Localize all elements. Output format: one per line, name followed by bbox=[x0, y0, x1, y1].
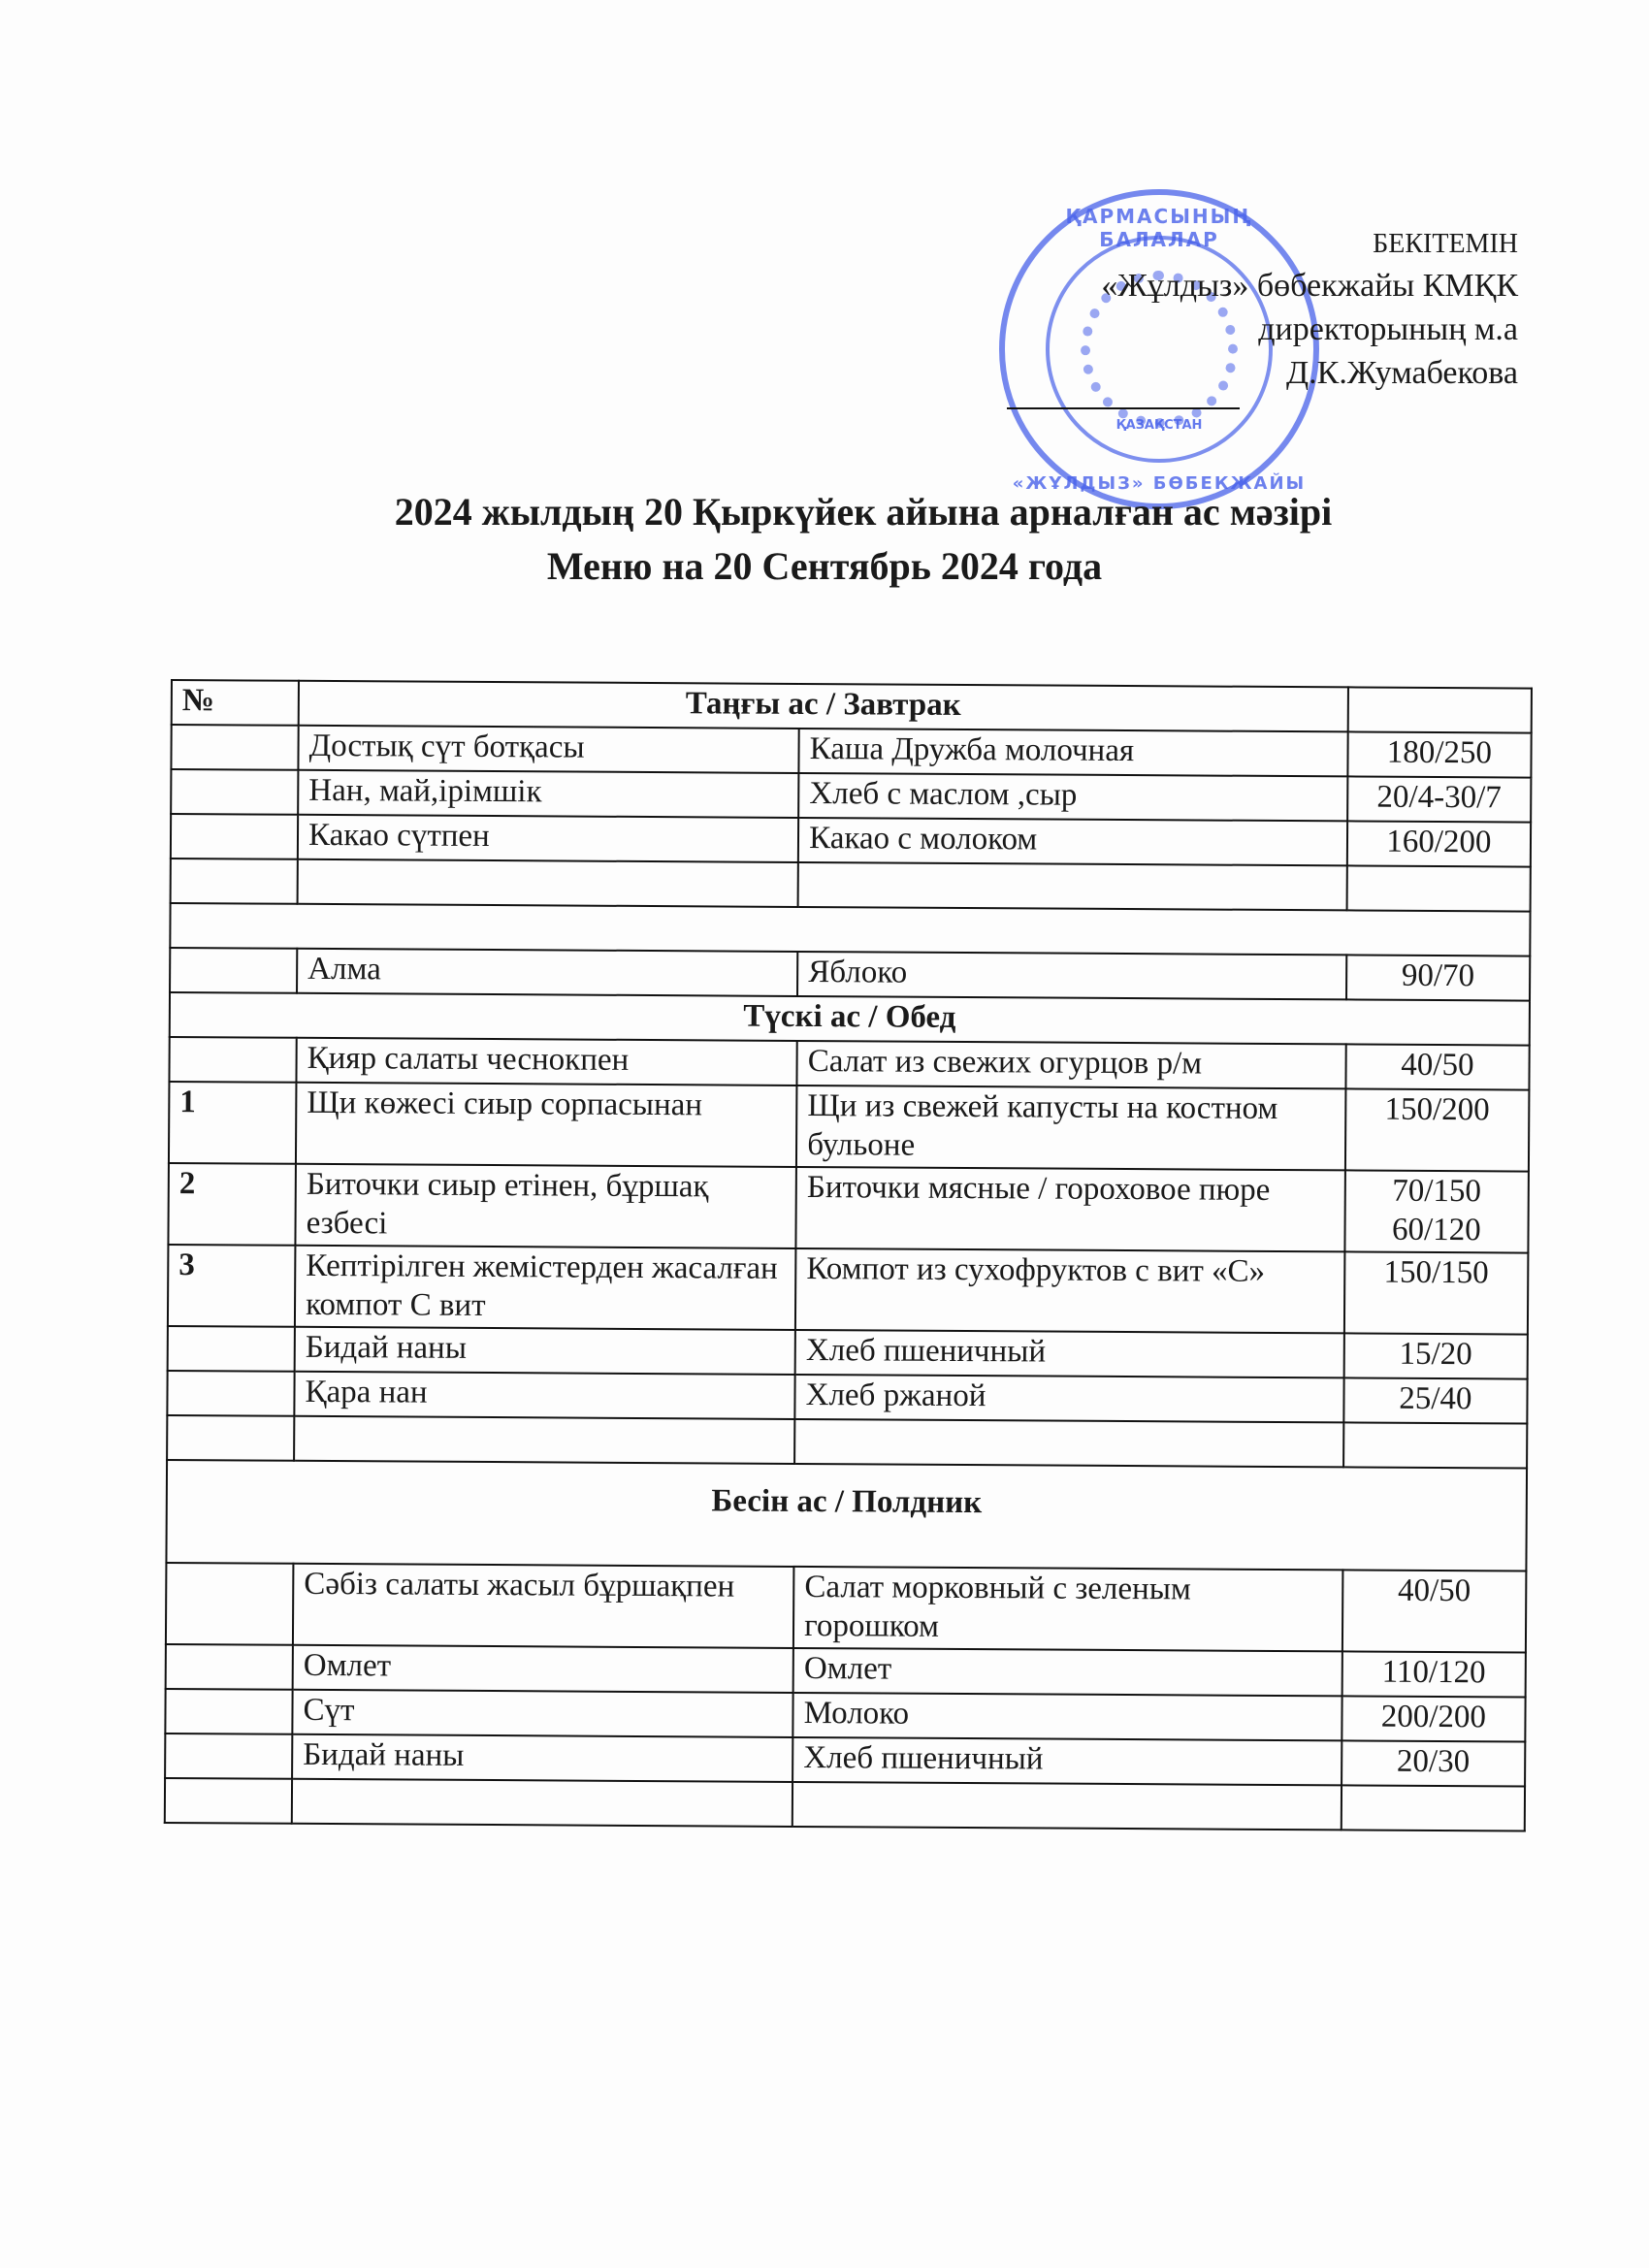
approval-name: Д.К.Жумабекова bbox=[1285, 355, 1518, 391]
menu-table bbox=[164, 679, 1533, 1832]
dish-ru: Хлеб пшеничный bbox=[792, 1737, 1342, 1785]
dish-ru: Биточки мясные / гороховое пюре bbox=[796, 1167, 1345, 1251]
dish-kz: Кептірілген жемістерден жасалған компот С вит bbox=[295, 1246, 796, 1330]
dish-ru: Щи из свежей капусты на костном бульоне bbox=[796, 1085, 1345, 1170]
stamp-center-text: ҚАЗАҚСТАН bbox=[1116, 418, 1203, 433]
dish-ru: Салат из свежих огурцов р/м bbox=[797, 1041, 1346, 1088]
portion: 200/200 bbox=[1342, 1696, 1526, 1741]
portion bbox=[1346, 865, 1531, 911]
dish-kz bbox=[292, 1779, 792, 1827]
portion: 15/20 bbox=[1343, 1333, 1528, 1378]
dish-ru: Хлеб ржаной bbox=[795, 1375, 1344, 1422]
approval-block bbox=[1101, 225, 1518, 395]
portion: 150/200 bbox=[1345, 1088, 1530, 1171]
portion: 20/4-30/7 bbox=[1347, 776, 1532, 822]
dish-kz: Бидай наны bbox=[295, 1327, 795, 1375]
portion: 40/50 bbox=[1345, 1044, 1530, 1089]
dish-ru bbox=[794, 1419, 1343, 1467]
dish-ru: Яблоко bbox=[797, 952, 1346, 999]
portion: 110/120 bbox=[1342, 1651, 1526, 1697]
portion bbox=[1344, 1170, 1529, 1252]
portion: 150/150 bbox=[1344, 1251, 1529, 1334]
table-row bbox=[165, 1778, 1525, 1831]
dish-kz: Бидай наны bbox=[292, 1734, 792, 1782]
title-ru: Меню на 20 Сентябрь 2024 года bbox=[546, 544, 1103, 588]
page-title bbox=[0, 485, 1649, 594]
stamp-bottom-text: «ЖҰЛДЫЗ» БӨБЕКЖАЙЫ bbox=[1012, 473, 1307, 494]
header-num: № bbox=[172, 680, 299, 726]
dish-kz: Какао сүтпен bbox=[298, 815, 798, 862]
portion: 160/200 bbox=[1347, 821, 1532, 866]
dish-kz: Достық сүт ботқасы bbox=[298, 726, 798, 773]
table-row: 3 Кептірілген жемістерден жасалған компот С вит Компот из сухофруктов с вит «С» 150/150 bbox=[168, 1245, 1528, 1335]
portion-line-1: 70/150 bbox=[1392, 1173, 1482, 1210]
dish-kz: Омлет bbox=[293, 1645, 793, 1693]
section-header-row bbox=[166, 1460, 1527, 1571]
signature-line bbox=[1007, 407, 1240, 409]
portion bbox=[1343, 1422, 1528, 1468]
dish-kz: Щи көжесі сиыр сорпасынан bbox=[296, 1083, 797, 1167]
stamp-top-text: ҚАРМАСЫНЫҢ БАЛАЛАР bbox=[1065, 205, 1253, 251]
dish-ru: Хлеб с маслом ,сыр bbox=[798, 773, 1347, 821]
dish-ru: Салат морковный с зеленым горошком bbox=[793, 1567, 1342, 1651]
table-row: 2 Биточки сиыр етінен, бұршақ езбесі Биточки мясные / гороховое пюре 70/150 60/120 bbox=[168, 1163, 1528, 1253]
approval-position: директорының м.а bbox=[1258, 311, 1518, 347]
dish-kz: Алма bbox=[297, 949, 797, 996]
portion: 180/250 bbox=[1347, 731, 1532, 777]
portion: 25/40 bbox=[1343, 1377, 1528, 1423]
dish-ru: Компот из сухофруктов с вит «С» bbox=[795, 1248, 1344, 1333]
approval-organization: «Жұлдыз» бөбекжайы КМҚК bbox=[1101, 268, 1518, 304]
table-row: 1 Щи көжесі сиыр сорпасынан Щи из свежей капусты на костном бульоне 150/200 bbox=[169, 1082, 1529, 1172]
dish-ru: Омлет bbox=[793, 1648, 1342, 1696]
dish-kz: Сәбіз салаты жасыл бұршақпен bbox=[293, 1564, 794, 1648]
section-title-snack: Бесін ас / Полдник bbox=[166, 1460, 1527, 1571]
portion: 90/70 bbox=[1346, 955, 1531, 1000]
section-title-breakfast: Таңғы ас / Завтрак bbox=[299, 681, 1348, 732]
dish-ru: Хлеб пшеничный bbox=[795, 1330, 1344, 1377]
table-row bbox=[166, 1563, 1526, 1653]
portion: 40/50 bbox=[1342, 1570, 1527, 1652]
dish-ru bbox=[798, 862, 1347, 910]
approval-label: БЕКІТЕМІН bbox=[1373, 229, 1518, 259]
portion-line-2: 60/120 bbox=[1391, 1212, 1481, 1248]
dish-ru: Молоко bbox=[793, 1693, 1342, 1740]
dish-ru: Каша Дружба молочная bbox=[799, 729, 1348, 776]
section-title-lunch: Түскі ас / Обед bbox=[170, 992, 1530, 1046]
dish-kz: Нан, май,ірімшік bbox=[298, 770, 798, 818]
dish-kz: Қара нан bbox=[294, 1372, 794, 1419]
dish-kz bbox=[298, 859, 798, 907]
dish-kz bbox=[294, 1416, 794, 1464]
dish-kz: Сүт bbox=[292, 1690, 792, 1737]
dish-ru bbox=[792, 1782, 1342, 1830]
dish-kz: Қияр салаты чеснокпен bbox=[297, 1038, 797, 1085]
portion bbox=[1341, 1785, 1525, 1831]
dish-ru: Какао с молоком bbox=[798, 818, 1347, 865]
portion: 20/30 bbox=[1342, 1740, 1526, 1786]
dish-kz: Биточки сиыр етінен, бұршақ езбесі bbox=[295, 1164, 796, 1248]
title-kz: 2024 жылдың 20 Қыркүйек айына арналған ас мәзірі bbox=[394, 490, 1333, 534]
